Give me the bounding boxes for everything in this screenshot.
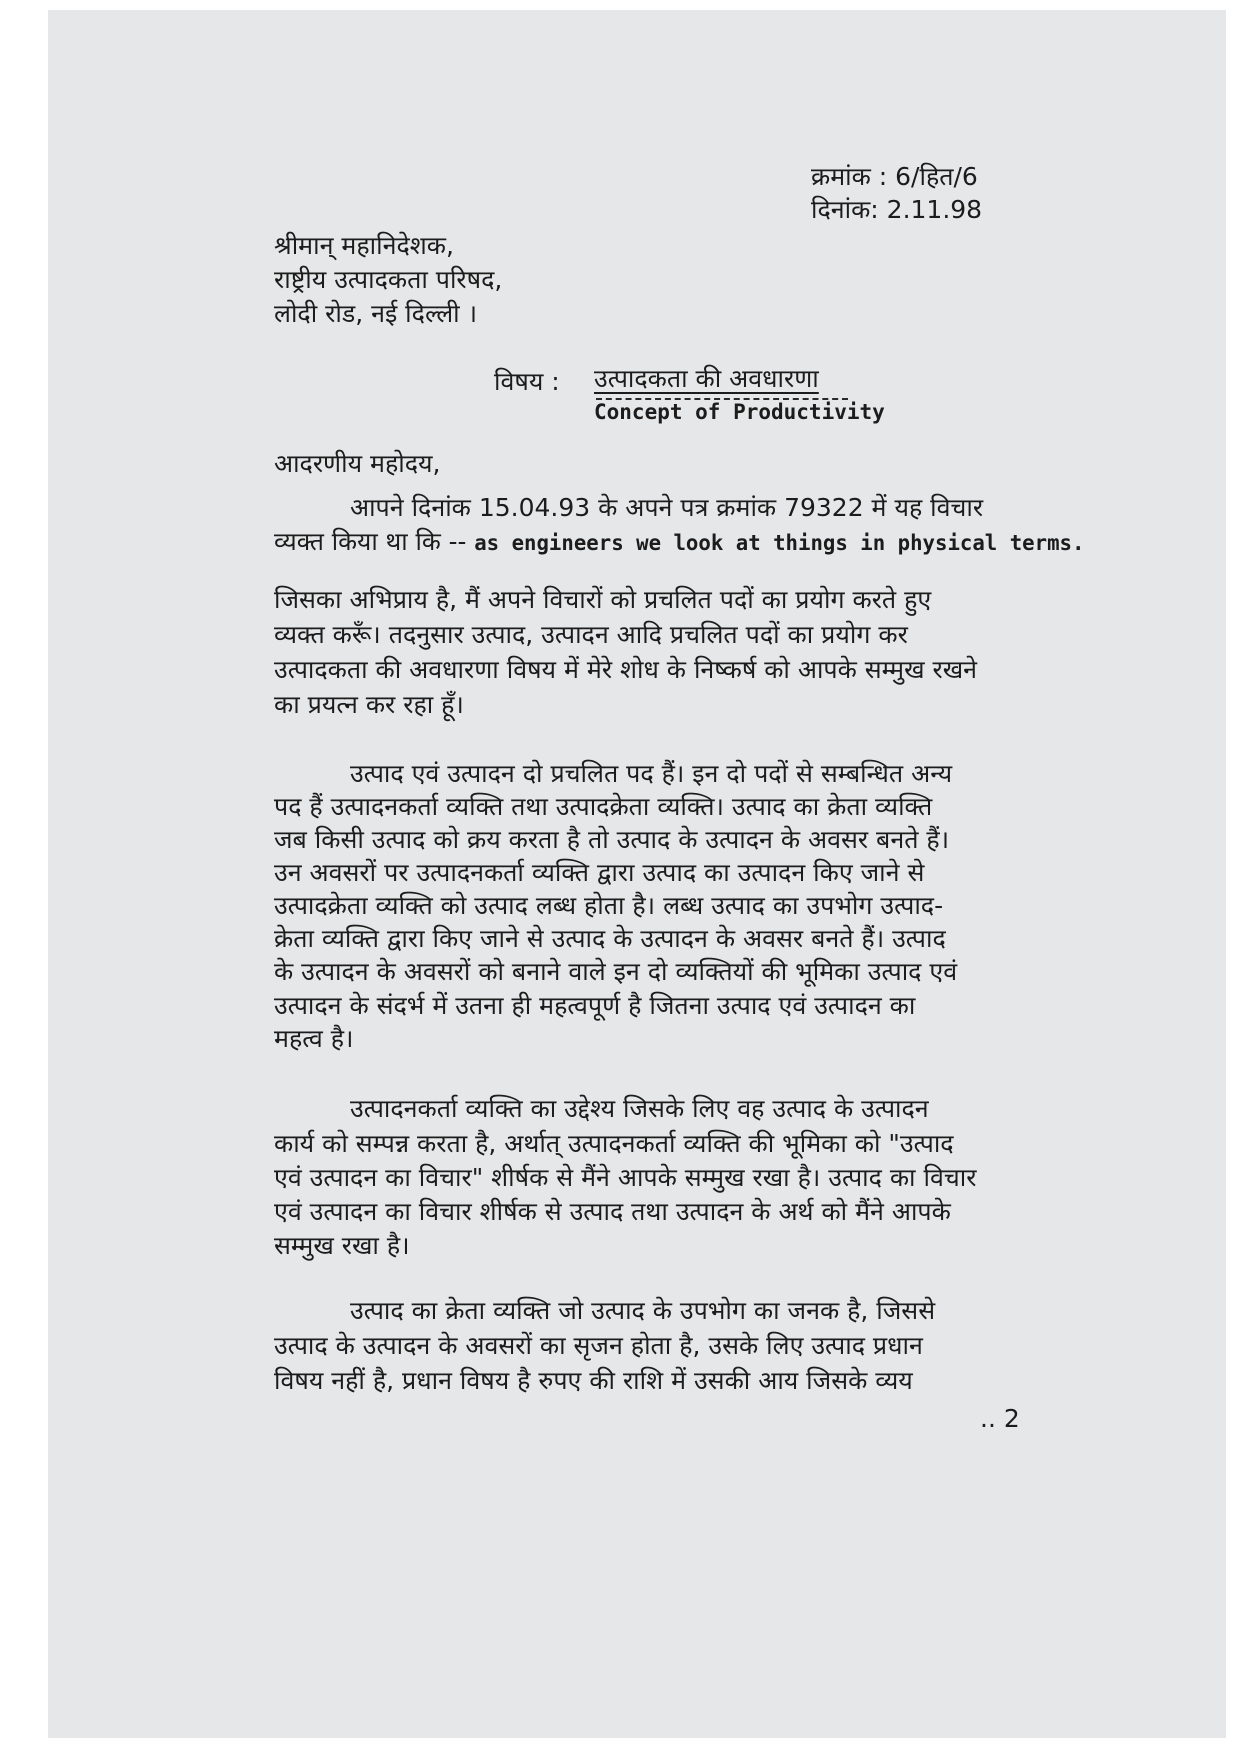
paragraph-2-line: पद हैं उत्पादनकर्ता व्यक्ति तथा उत्पादक्रेता व्यक्ति। उत्पाद का क्रेता व्यक्ति <box>274 792 933 821</box>
paragraph-1-line: जिसका अभिप्राय है, मैं अपने विचारों को प्रचलित पदों का प्रयोग करते हुए <box>274 585 932 614</box>
addressee-line: लोदी रोड, नई दिल्ली । <box>274 299 478 328</box>
subject-english: Concept of Productivity <box>594 400 885 424</box>
reference-number: क्रमांक : 6/हित/6 <box>811 162 978 191</box>
paragraph-2-line: के उत्पादन के अवसरों को बनाने वाले इन दो व्यक्तियों की भूमिका उत्पाद एवं <box>274 957 958 986</box>
paragraph-2-line: महत्व है। <box>274 1024 354 1053</box>
paragraph-1-line: उत्पादकता की अवधारणा विषय में मेरे शोध के निष्कर्ष को आपके सम्मुख रखने <box>274 655 978 684</box>
paragraph-2-line: उत्पादन के संदर्भ में उतना ही महत्वपूर्ण है जितना उत्पाद एवं उत्पादन का <box>274 991 916 1020</box>
addressee-line: श्रीमान् महानिदेशक, <box>274 231 454 260</box>
intro-line: आपने दिनांक 15.04.93 के अपने पत्र क्रमांक 79322 में यह विचार <box>350 493 984 522</box>
paragraph-1-line: का प्रयत्न कर रहा हूँ। <box>274 690 464 719</box>
paragraph-4-line: विषय नहीं है, प्रधान विषय है रुपए की राशि में उसकी आय जिसके व्यय <box>274 1366 913 1395</box>
paragraph-2-line: जब किसी उत्पाद को क्रय करता है तो उत्पाद के उत्पादन के अवसर बनते हैं। <box>274 825 950 854</box>
salutation: आदरणीय महोदय, <box>274 449 441 478</box>
paragraph-2-line: उन अवसरों पर उत्पादनकर्ता व्यक्ति द्वारा उत्पाद का उत्पादन किए जाने से <box>274 858 925 887</box>
paragraph-3-line: उत्पादनकर्ता व्यक्ति का उद्देश्य जिसके लिए वह उत्पाद के उत्पादन <box>350 1094 929 1123</box>
subject-hindi: उत्पादकता की अवधारणा <box>594 364 819 393</box>
intro-line-2 <box>274 527 1084 558</box>
paragraph-2-line: उत्पाद एवं उत्पादन दो प्रचलित पद हैं। इन दो पदों से सम्बन्धित अन्य <box>350 759 953 788</box>
addressee-line: राष्ट्रीय उत्पादकता परिषद, <box>274 265 503 294</box>
letter-date: दिनांक: 2.11.98 <box>811 195 983 224</box>
paragraph-1-line: व्यक्त करूँ। तदनुसार उत्पाद, उत्पादन आदि प्रचलित पदों का प्रयोग कर <box>274 620 908 649</box>
paragraph-2-line: क्रेता व्यक्ति द्वारा किए जाने से उत्पाद के उत्पादन के अवसर बनते हैं। उत्पाद <box>274 924 946 953</box>
intro-english-quote: as engineers we look at things in physical terms. <box>474 531 1085 555</box>
subject-label: विषय : <box>494 367 560 396</box>
paragraph-3-line: एवं उत्पादन का विचार" शीर्षक से मैंने आपके सम्मुख रखा है। उत्पाद का विचार <box>274 1163 977 1192</box>
continuation-marker: .. 2 <box>980 1404 1020 1433</box>
paragraph-2-line: उत्पादक्रेता व्यक्ति को उत्पाद लब्ध होता है। लब्ध उत्पाद का उपभोग उत्पाद- <box>274 891 944 920</box>
paragraph-4-line: उत्पाद का क्रेता व्यक्ति जो उत्पाद के उपभोग का जनक है, जिससे <box>350 1296 936 1325</box>
paragraph-3-line: एवं उत्पादन का विचार शीर्षक से उत्पाद तथा उत्पादन के अर्थ को मैंने आपके <box>274 1197 951 1226</box>
paragraph-3-line: सम्मुख रखा है। <box>274 1231 410 1260</box>
intro-hindi-text: व्यक्त किया था कि -- <box>274 527 475 556</box>
paragraph-3-line: कार्य को सम्पन्न करता है, अर्थात् उत्पादनकर्ता व्यक्ति की भूमिका को "उत्पाद <box>274 1129 954 1158</box>
paragraph-4-line: उत्पाद के उत्पादन के अवसरों का सृजन होता है, उसके लिए उत्पाद प्रधान <box>274 1331 923 1360</box>
